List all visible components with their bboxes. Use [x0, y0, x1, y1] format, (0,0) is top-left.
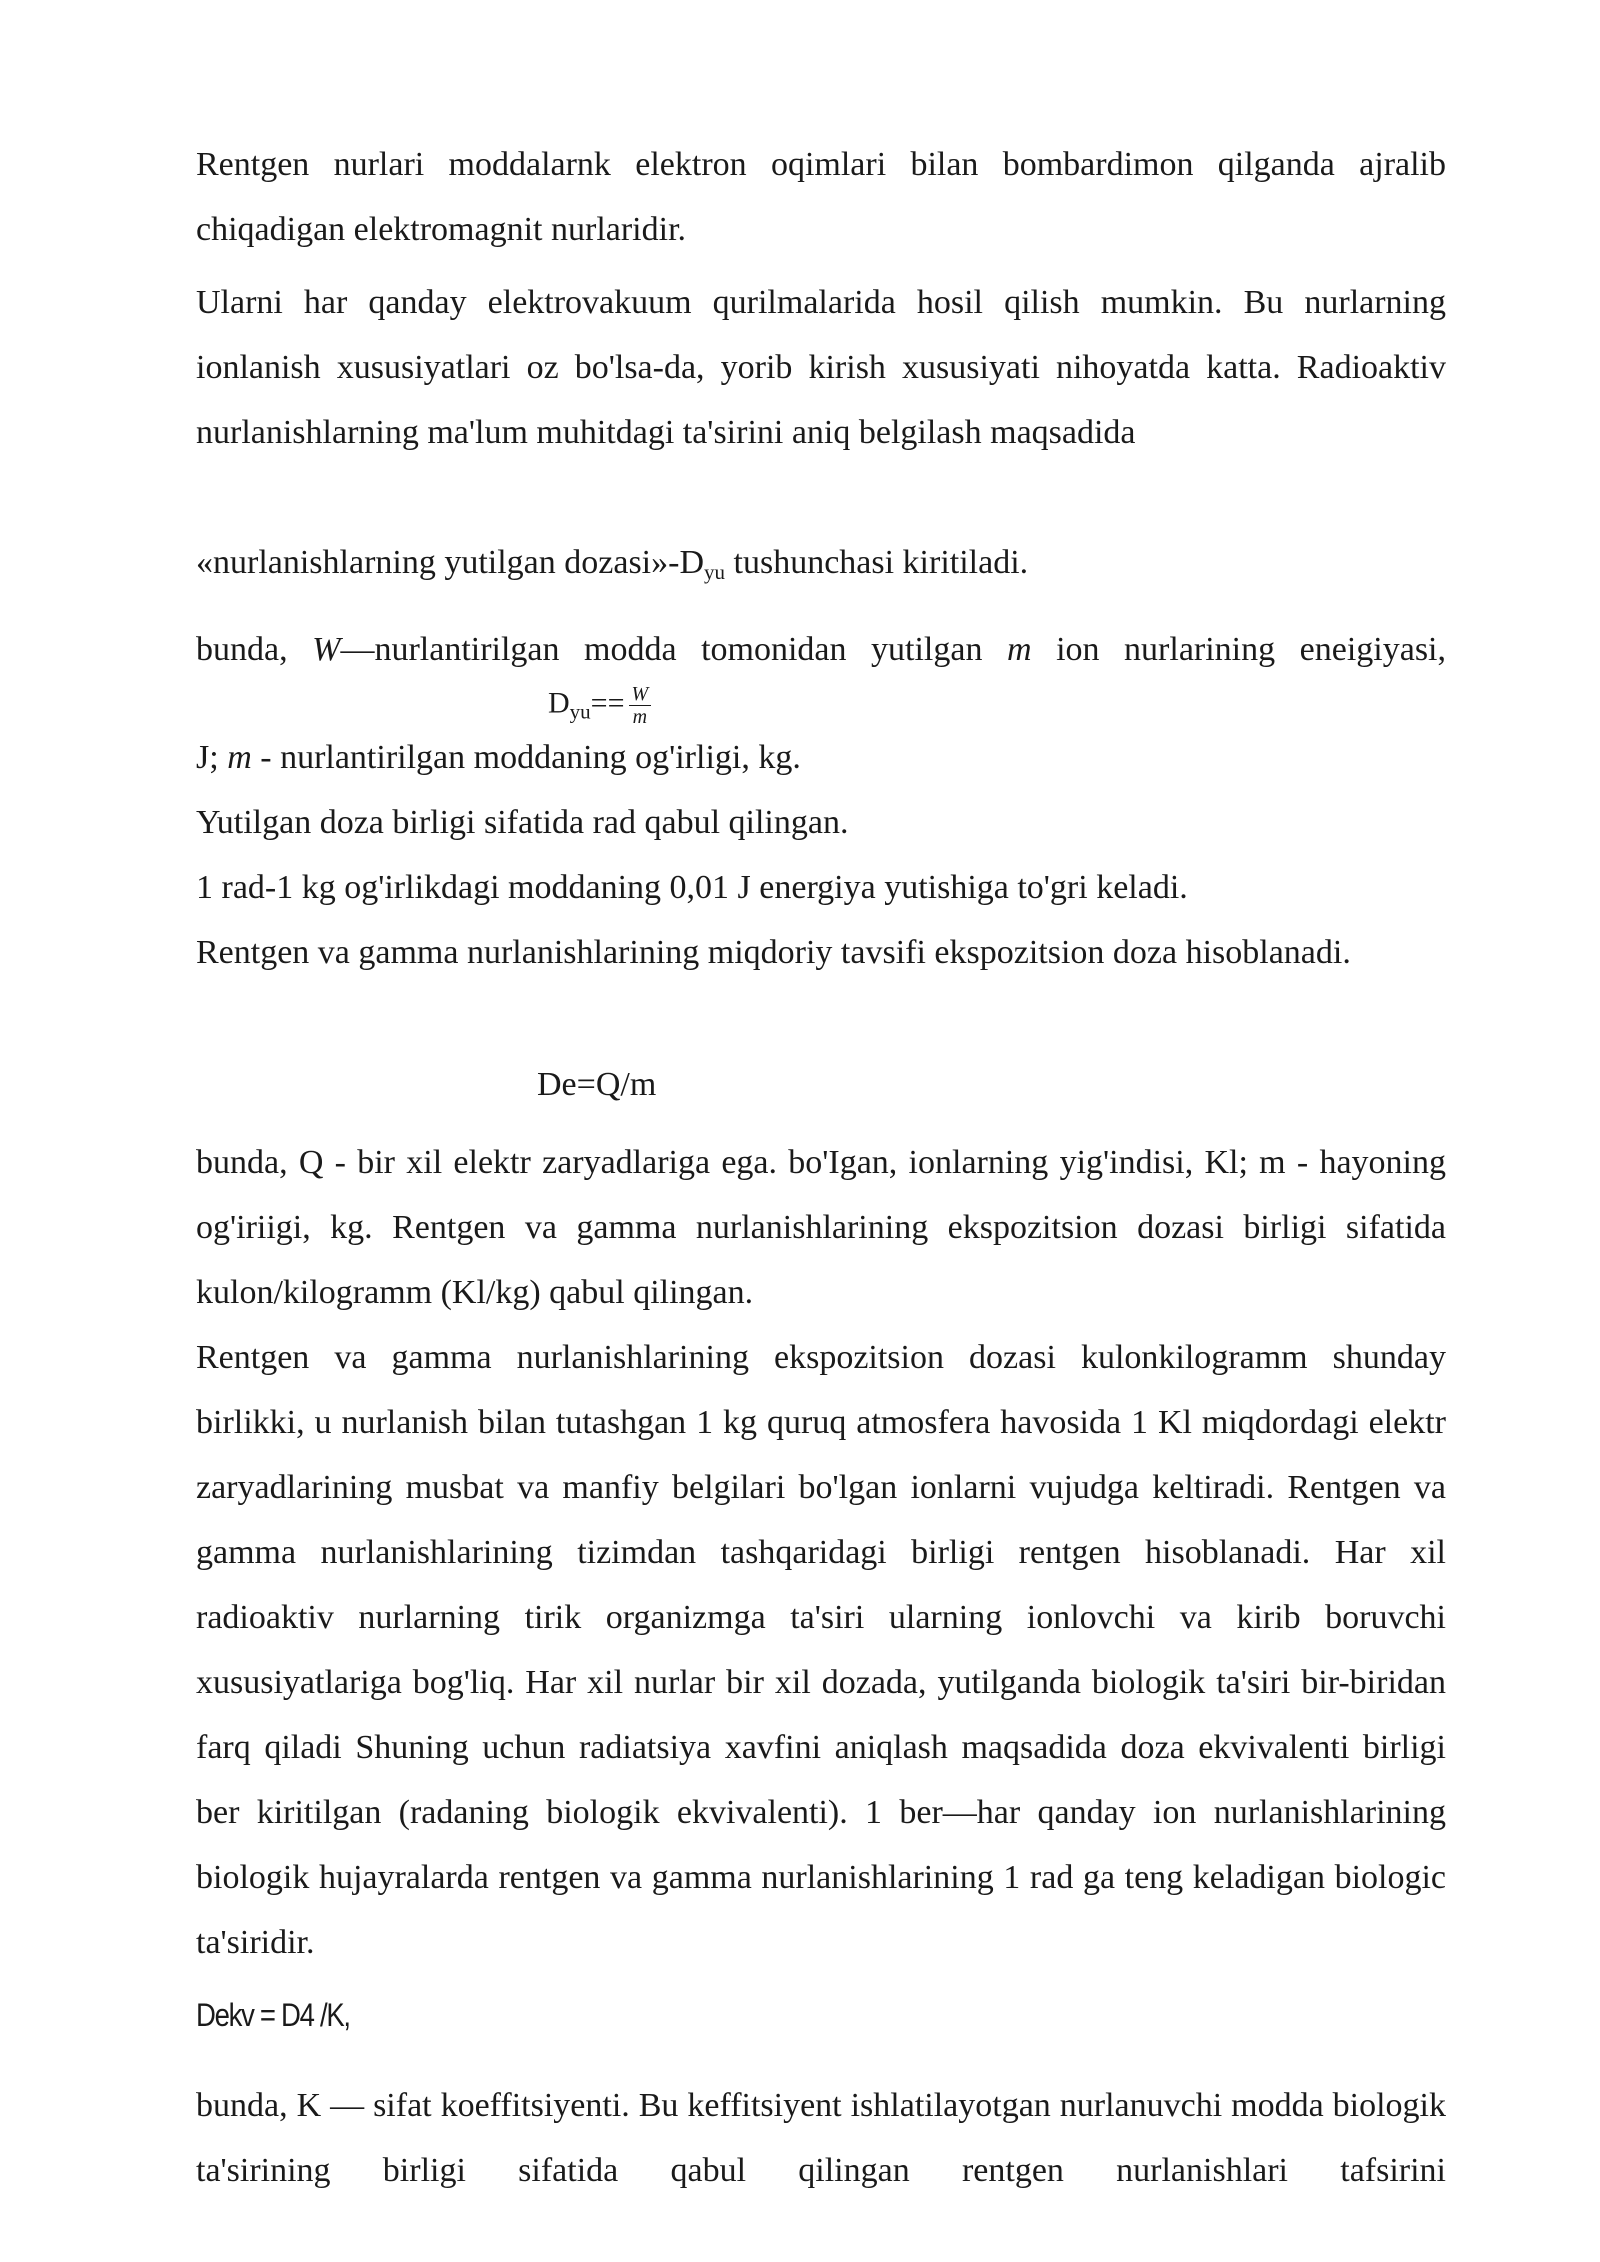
symbol-m: m [1007, 631, 1032, 668]
paragraph-bunda-q: bunda, Q - bir xil elektr zaryadlariga ega. bo'Igan, ionlarning yig'indisi, Kl; m - hayoning og'iriigi, kg. Rentgen va gamma nurlanishlarining ekspozitsion dozasi birligi sifatida kulon/kilogramm (Kl/kg) qabul qilingan. [196, 1144, 1446, 1311]
paragraph-rentgen-definition: Rentgen nurlari moddalarnk elektron oqimlari bilan bombardimon qilganda ajralib chiqadigan elektromagnit nurlaridir. [196, 146, 1446, 248]
formula-exposure-dose: De=Q/m [537, 1066, 657, 1103]
paragraph-elektrovakuum: Ularni har qanday elektrovakuum qurilmalarida hosil qilish mumkin. Bu nurlarning ionlanish xususiyatlari oz bo'lsa-da, yorib kirish xususiyati nihoyatda katta. Radioaktiv nurlanishlarning ma'lum muhitdagi ta'sirini aniq belgilash maqsadida [196, 284, 1446, 451]
paragraph-kulonkilogramm: Rentgen va gamma nurlanishlarining ekspozitsion dozasi kulonkilogramm shunday birlikki, u nurlanish bilan tutashgan 1 kg quruq atmosfera havosida 1 Kl miqdordagi elektr zaryadlarining musbat va manfiy belgilari bo'lgan ionlarni vujudga keltiradi. Rentgen va gamma nurlanishlarining tizimdan tashqaridagi birligi rentgen hisoblanadi. Har xil radioaktiv nurlarning tirik organizmga ta'siri ularning ionlovchi va kirib boruvchi xususiyatlariga bog'liq. Har xil nurlar bir xil dozada, yutilganda biologik ta'siri bir-biridan farq qiladi Shuning uchun radiatsiya xavfini aniqlash maqsadida doza ekvivalenti birligi ber kiritilgan (radaning biologik ekvivalenti). 1 ber—har qanday ion nurlanishlarining biologik hujayralarda rentgen va gamma nurlanishlarining 1 rad ga teng keladigan biologic ta'siridir. [196, 1339, 1446, 1961]
formula-dose-equivalent: Dekv = D4 /K, [196, 1997, 350, 2033]
paragraph-bunda-w [196, 617, 1446, 682]
absorbed-dose-subscript: yu [704, 560, 726, 584]
symbol-w: W [312, 631, 341, 668]
absorbed-dose-text-end: tushunchasi kiritiladi. [725, 544, 1029, 581]
formula-denominator: m [632, 706, 648, 728]
bunda-w-text-2: —nurlantirilgan modda tomonidan yutilgan [340, 631, 1007, 668]
paragraph-mass-definition [196, 725, 801, 790]
symbol-m-mass: m [227, 739, 252, 776]
paragraph-quality-factor: bunda, K — sifat koeffitsiyenti. Bu keffitsiyent ishlatilayotgan nurlanuvchi modda biologik ta'sirining birligi sifatida qabul qilingan rentgen nurlanishlari tafsirini [196, 2087, 1446, 2189]
mass-text-1: J; [196, 739, 228, 776]
formula-absorbed-dose-subscript: yu [569, 699, 591, 724]
paragraph-exposure-dose: Rentgen va gamma nurlanishlarining miqdoriy tavsifi ekspozitsion doza hisoblanadi. [196, 934, 1351, 971]
bunda-w-text-3: ion nurlarining eneigiyasi, [1031, 631, 1446, 668]
paragraph-absorbed-dose-concept [196, 530, 1028, 595]
mass-text-2: - nurlantirilgan moddaning og'irligi, kg. [251, 739, 801, 776]
formula-absorbed-dose-equals: == [590, 686, 625, 720]
paragraph-rad-unit: Yutilgan doza birligi sifatida rad qabul qilingan. [196, 804, 849, 841]
formula-absorbed-dose-lhs: D [548, 686, 570, 720]
formula-fraction [629, 683, 652, 728]
formula-numerator: W [629, 683, 652, 706]
formula-absorbed-dose [548, 683, 651, 728]
bunda-w-text-1: bunda, [196, 631, 313, 668]
absorbed-dose-text-start: «nurlanishlarning yutilgan dozasi»-D [196, 544, 705, 581]
paragraph-rad-definition: 1 rad-1 kg og'irlikdagi moddaning 0,01 J energiya yutishiga to'gri keladi. [196, 869, 1188, 906]
